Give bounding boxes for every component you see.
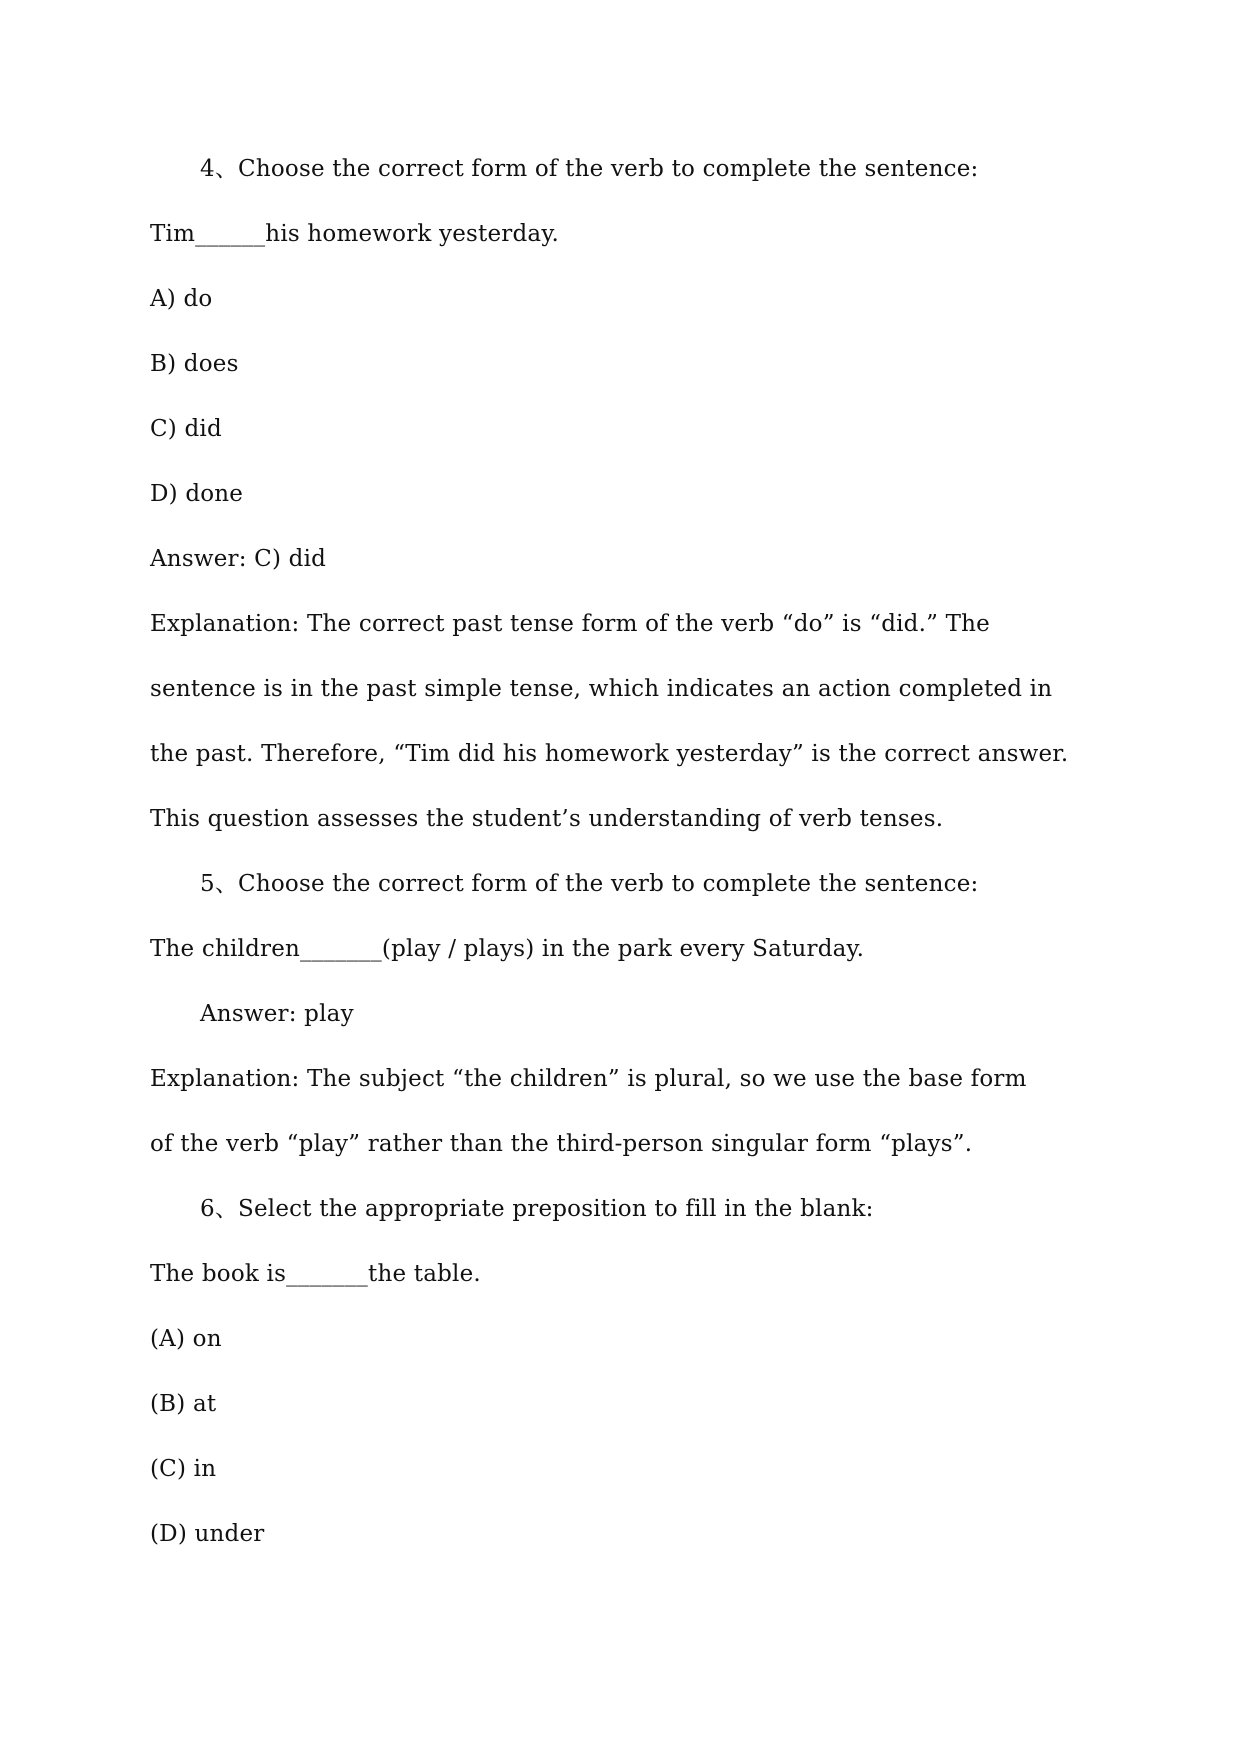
question-4-answer: Answer: C) did	[150, 546, 327, 572]
question-4-option-a: A) do	[150, 286, 213, 312]
question-5-explanation-line: of the verb “play” rather than the third-person singular form “plays”.	[150, 1131, 973, 1157]
question-4-option-b: B) does	[150, 351, 239, 377]
question-4-option-c: C) did	[150, 416, 222, 442]
question-4-explanation-line: the past. Therefore, “Tim did his homework yesterday” is the correct answer.	[150, 741, 1069, 767]
question-4-explanation-line: This question assesses the student’s understanding of verb tenses.	[150, 806, 944, 832]
question-6-option-a: (A) on	[150, 1326, 222, 1352]
question-4-option-d: D) done	[150, 481, 244, 507]
question-4-sentence: Tim______his homework yesterday.	[150, 221, 559, 247]
question-4-explanation-line: Explanation: The correct past tense form of the verb “do” is “did.” The	[150, 611, 990, 637]
question-6-prompt: 6、Select the appropriate preposition to fill in the blank:	[200, 1196, 874, 1222]
question-5-answer: Answer: play	[200, 1001, 354, 1027]
document-page	[150, 137, 1110, 1567]
question-6-option-d: (D) under	[150, 1521, 265, 1547]
question-6-option-b: (B) at	[150, 1391, 217, 1417]
question-5-explanation-line: Explanation: The subject “the children” is plural, so we use the base form	[150, 1066, 1027, 1092]
question-6-option-c: (C) in	[150, 1456, 217, 1482]
question-6-sentence: The book is_______the table.	[150, 1261, 481, 1287]
question-5-prompt: 5、Choose the correct form of the verb to complete the sentence:	[200, 871, 979, 897]
question-4-prompt: 4、Choose the correct form of the verb to complete the sentence:	[200, 156, 979, 182]
question-5-sentence: The children_______(play / plays) in the park every Saturday.	[150, 936, 865, 962]
question-4-explanation-line: sentence is in the past simple tense, which indicates an action completed in	[150, 676, 1053, 702]
